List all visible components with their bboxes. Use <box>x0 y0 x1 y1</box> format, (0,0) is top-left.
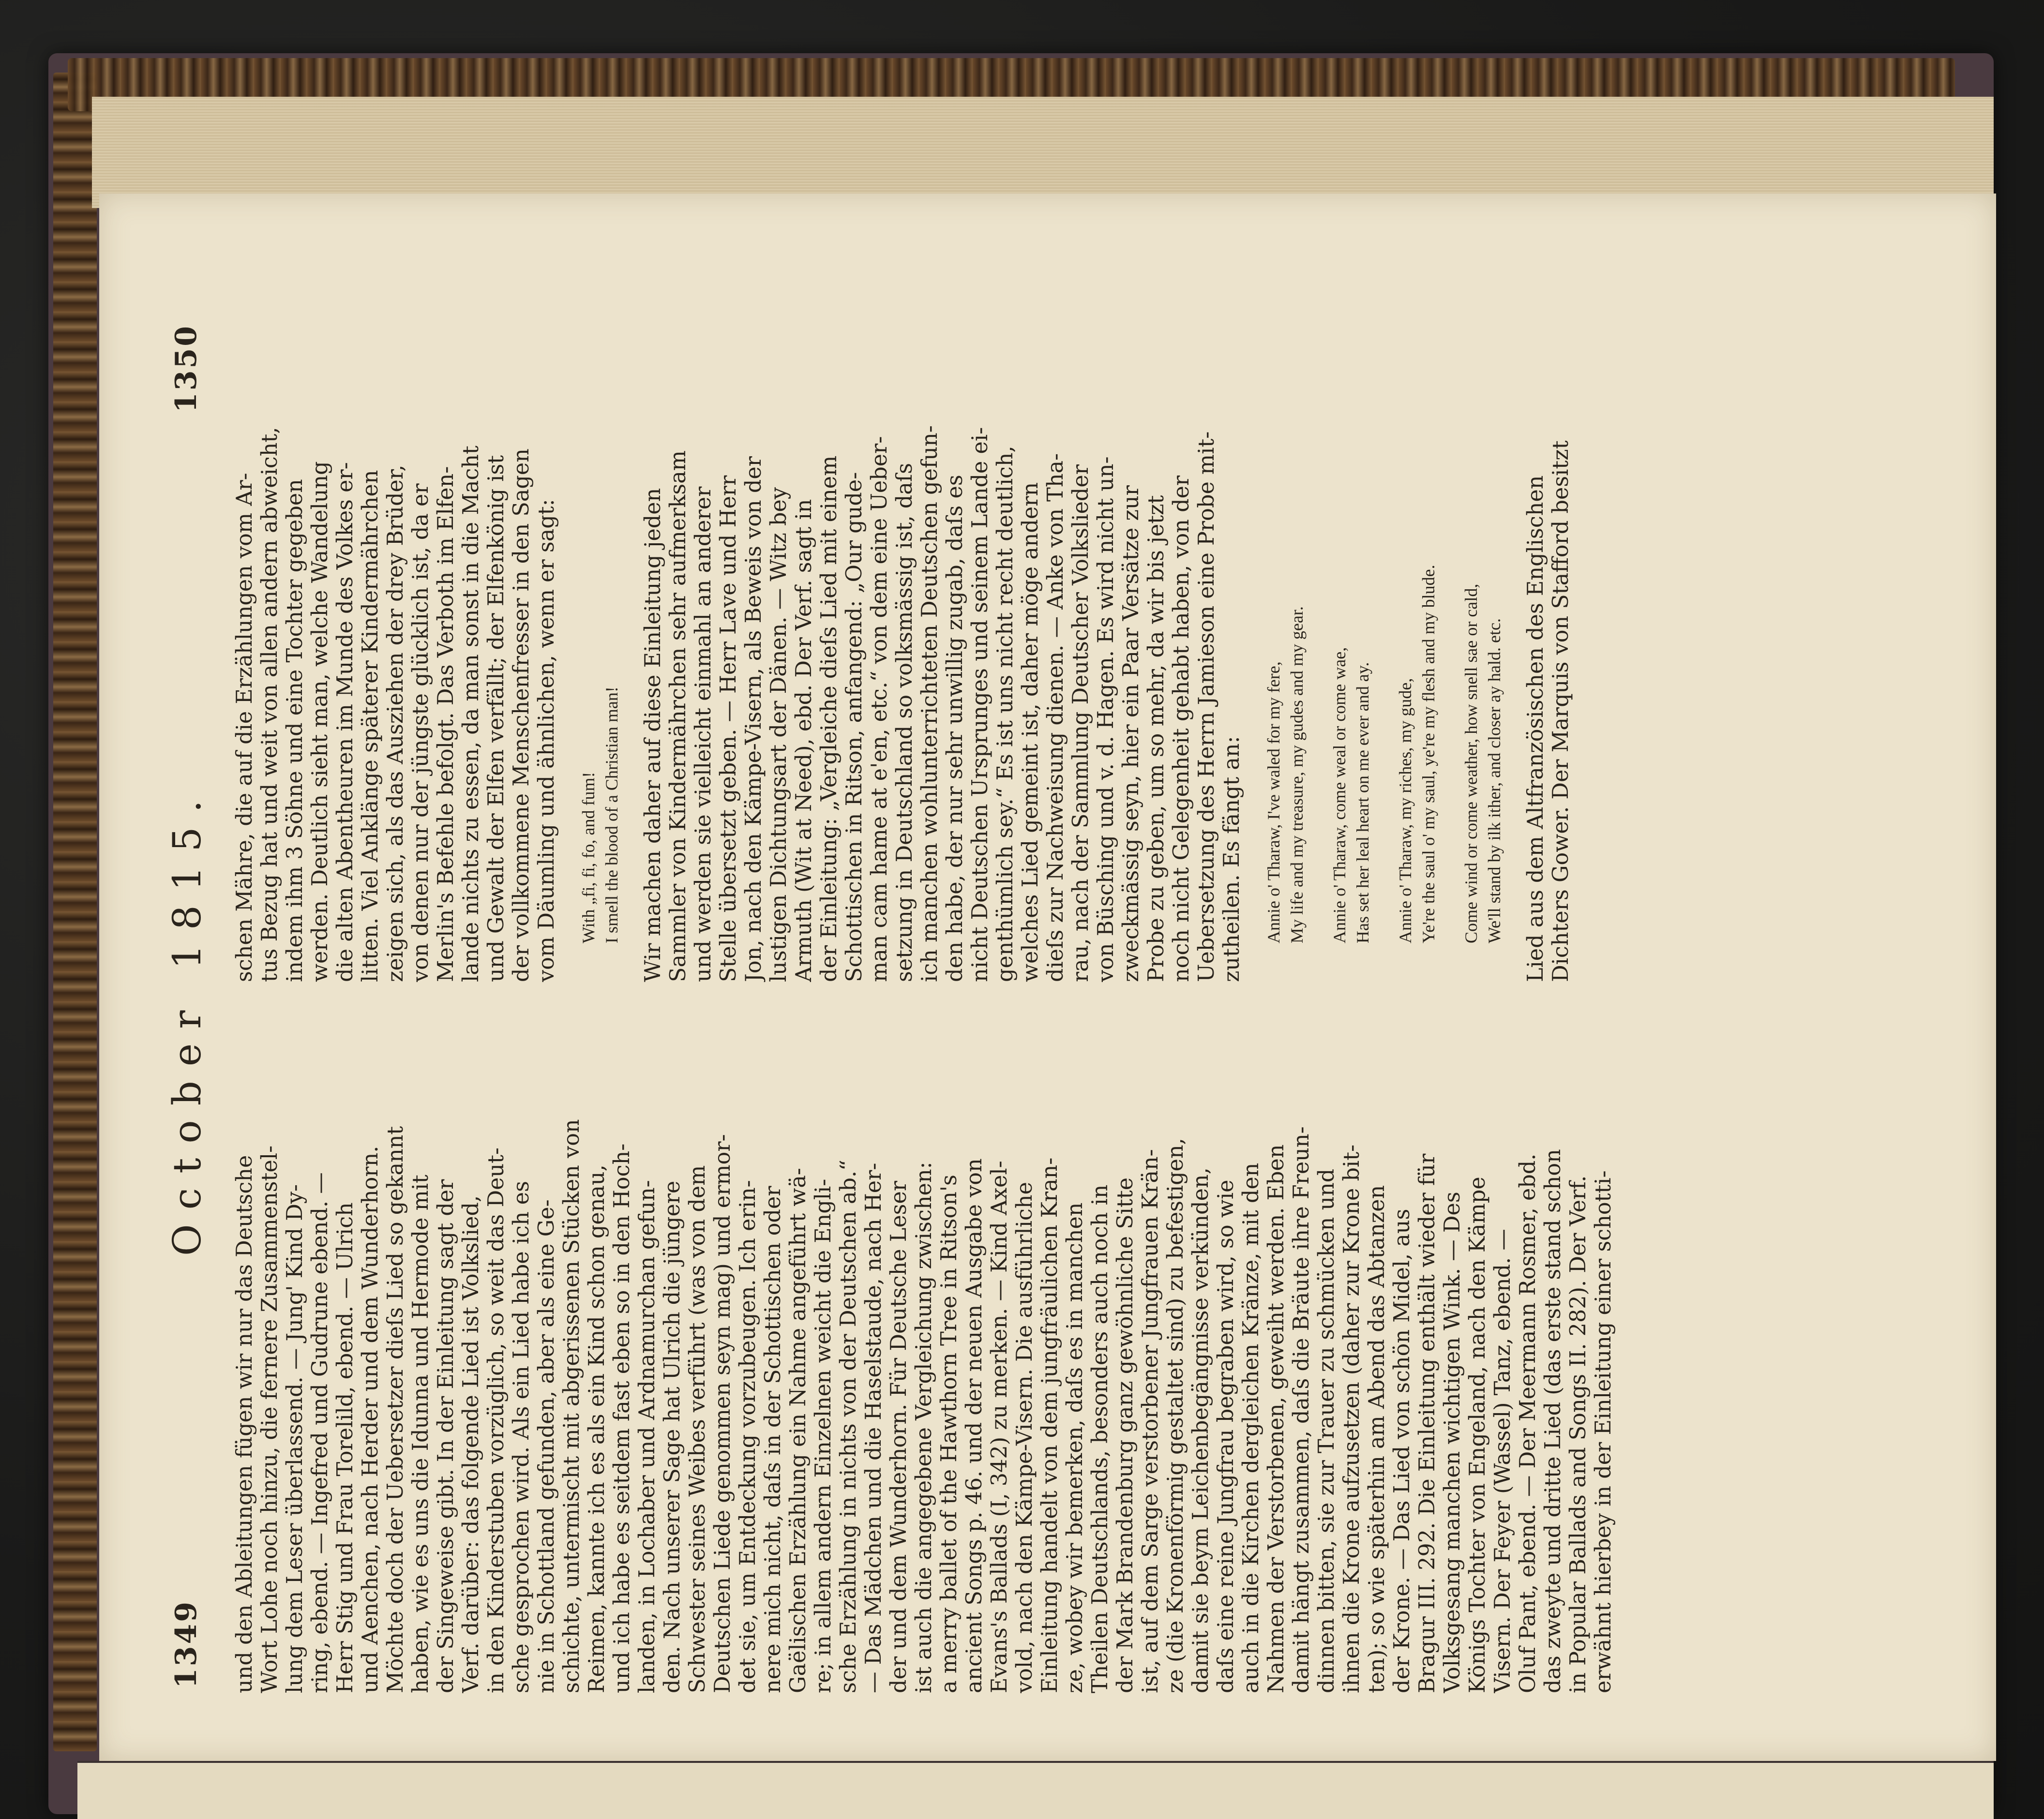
text-line: Uebersetzung des Herrn Jamieson eine Probe mit- <box>1194 431 1219 982</box>
rotated-page-text <box>160 305 1781 1708</box>
text-line: Herr Stig und Frau Torelild, ebend. — Ulrich <box>333 1202 358 1693</box>
text-line: setzung in Deutschland so volksmässig ist, daſs <box>892 462 917 982</box>
verse-gap <box>1440 324 1459 943</box>
text-line: der Singeweise gibt. In der Einleitung sagt der <box>434 1179 458 1693</box>
text-line: sche Erzählung in nichts von der Deutschen ab.“ <box>836 1160 861 1693</box>
verse-line: Annie o' Tharaw, come weal or come wae, <box>1330 647 1349 943</box>
right-column-top <box>232 324 559 982</box>
text-line: nie in Schottland gefunden, aber als eine Ge- <box>534 1199 559 1693</box>
text-line: lung dem Leser überlassend. — Jung' Kind Dy- <box>283 1184 307 1693</box>
text-line: ihnen die Krone aufzusetzen (daher zur Krone bit- <box>1339 1144 1364 1693</box>
text-line: tus Bezug hat und weit von allen andern abweicht, <box>257 427 282 982</box>
verse-line: We'll stand by ilk ither, and closer ay hald. etc. <box>1485 618 1504 943</box>
text-line: und den Ableitungen fügen wir nur das Deutsche <box>232 1155 257 1693</box>
text-line: Bragur III. 292. Die Einleitung enthält wieder für <box>1415 1153 1440 1693</box>
text-line: lustigen Dichtungsart der Dänen. — Witz bey <box>766 487 791 982</box>
text-line: Wort Lohe noch hinzu, die fernere Zusammenstel- <box>257 1145 282 1693</box>
text-line: lande nichts zu essen, da man sonst in die Macht <box>459 446 483 982</box>
verse-line: I smell the blood of a Christian man! <box>602 686 621 943</box>
text-column-right <box>232 324 1574 982</box>
text-line: re; in allem andern Einzelnen weicht die Engli- <box>811 1178 836 1693</box>
text-line: von denen nur der jüngste glücklich ist, da er <box>408 483 433 982</box>
marbled-edge-left <box>53 73 97 1751</box>
verse-gap <box>1308 324 1328 943</box>
text-line: Königs Tochter von Engeland, nach den Kämpe <box>1465 1177 1490 1693</box>
text-line: Lied aus dem Altfranzösischen des Englischen <box>1523 475 1548 982</box>
text-line: Reimen, kannte ich es als ein Kind schon genau, <box>585 1164 609 1693</box>
page-number-right: 1350 <box>169 324 203 413</box>
text-line: damit sie beym Leichenbegängnisse verkünden, <box>1188 1167 1213 1693</box>
text-line: Nahmen der Verstorbenen, geweiht werden. Eben <box>1264 1144 1289 1693</box>
text-line: ze, wobey wir bemerken, daſs es in manchen <box>1063 1202 1087 1693</box>
text-line: Merlin's Befehle befolgt. Das Verboth im Elfen- <box>434 466 458 982</box>
text-line: sche gesprochen wird. Als ein Lied habe ich es <box>509 1181 534 1693</box>
text-line: den. Nach unserer Sage hat Ulrich die jüngere <box>660 1180 685 1693</box>
text-line: der Krone. — Das Lied von schön Midel, aus <box>1390 1208 1414 1693</box>
text-line: auch in die Kirchen dergleichen Kränze, mit den <box>1239 1163 1263 1693</box>
text-line: ten); so wie späterhin am Abend das Abtanzen <box>1365 1185 1389 1693</box>
page-number-left: 1349 <box>169 1600 203 1688</box>
text-line: werden. Deutlich sieht man, welche Wandelung <box>308 461 332 982</box>
text-line: — Das Mädchen und die Haselstaude, nach Her- <box>861 1163 886 1693</box>
text-line: Jon, nach den Kämpe-Visern, als Beweis von der <box>741 456 766 982</box>
text-line: Möchte doch der Uebersetzer dieſs Lied so gekannt <box>383 1126 408 1693</box>
text-line: die alten Abentheuren im Munde des Volkes er- <box>333 462 358 982</box>
text-line: der und dem Wunderhorn. Für Deutsche Leser <box>887 1180 911 1693</box>
text-line: man cam hame at e'en, etc.“ von dem eine Ueber- <box>867 436 892 982</box>
verse-line: Annie o' Tharaw, my riches, my gude, <box>1396 678 1415 943</box>
right-column-bottom <box>1523 324 1574 982</box>
verse-line: Annie o' Tharaw, I've waled for my fere, <box>1264 661 1283 943</box>
text-line: rau, nach der Sammlung Deutscher Volkslieder <box>1068 464 1093 982</box>
text-line: genthümlich sey.“ Es ist uns nicht recht deutlich, <box>993 446 1018 982</box>
verse-quote-1 <box>577 324 623 982</box>
text-line: Verf. darüber: das folgende Lied ist Volkslied, <box>459 1195 483 1693</box>
text-line: ancient Songs p. 46. und der neuen Ausgabe von <box>962 1158 987 1693</box>
text-line: nere mich nicht, daſs in der Schottischen oder <box>761 1186 785 1693</box>
text-line: Schottischen in Ritson, anfangend: „Our gude- <box>842 472 867 982</box>
page-title: October 1815. <box>165 786 210 1256</box>
right-column-middle <box>641 324 1245 982</box>
verse-line: With „fi, fi, fo, and fum! <box>579 772 598 943</box>
text-line: Einleitung handelt von dem jungfräulichen Kran- <box>1037 1157 1062 1693</box>
verse-quote-2 <box>1262 324 1506 982</box>
text-line: indem ihm 3 Söhne und eine Tochter gegeben <box>283 479 307 982</box>
verse-gap <box>1374 324 1394 943</box>
text-line: Probe zu geben, um so mehr, da wir bis jetzt <box>1144 495 1169 982</box>
text-line: zweckmässig seyn, hier ein Paar Versätze zur <box>1119 485 1143 982</box>
text-line: den habe, der nur sehr unwillig zugab, daſs es <box>943 475 967 982</box>
text-line: und werden sie vielleicht einmahl an anderer <box>691 486 716 982</box>
text-line: det sie, um Entdeckung vorzubeugen. Ich erin- <box>736 1180 760 1693</box>
text-line: landen, in Lochaber und Ardnamurchan gefun- <box>635 1180 660 1693</box>
text-line: Volksgesang manchen wichtigen Wink. — Des <box>1440 1192 1465 1693</box>
text-line: Wir machen daher auf diese Einleitung jeden <box>641 488 665 982</box>
text-line: der Mark Brandenburg ganz gewöhnliche Sitte <box>1113 1177 1138 1693</box>
text-line: dinnen bitten, sie zur Trauer zu schmücken und <box>1314 1168 1339 1693</box>
text-line: vold, nach den Kämpe-Visern. Die ausführliche <box>1012 1182 1037 1693</box>
text-line: Dichters Gower. Der Marquis von Stafford besitzt <box>1548 440 1573 982</box>
text-column-left <box>232 1035 1616 1693</box>
text-line: daſs eine reine Jungfrau begraben wird, so wie <box>1214 1179 1238 1693</box>
text-line: ring, ebend. — Ingefred und Gudrune ebend. — <box>308 1172 332 1693</box>
text-line: Schwester seines Weibes verführt (was von dem <box>685 1165 710 1693</box>
text-line: Oluf Pant, ebend. — Der Meermann Rosmer, ebd. <box>1516 1153 1540 1693</box>
text-line: schichte, untermischt mit abgerissenen Stücken von <box>559 1119 584 1693</box>
text-line: haben, wie es uns die Idunna und Hermode mit <box>408 1175 433 1693</box>
text-line: Stelle übersetzt geben. — Herr Lave und Herr <box>716 475 741 982</box>
underlying-page <box>77 1761 1994 1819</box>
text-line: der vollkommene Menschenfresser in den Sagen <box>509 448 534 982</box>
text-line: von Büsching und v. d. Hagen. Es wird nicht un- <box>1094 456 1118 982</box>
text-line: dieſs zur Nachweisung dienen. — Anke von Tha- <box>1043 453 1068 982</box>
running-head <box>160 305 218 1708</box>
text-line: schen Mähre, die auf die Erzählungen vom Ar- <box>232 473 257 982</box>
text-line: der Einleitung: „Vergleiche dieſs Lied mit einem <box>817 455 842 982</box>
text-line: Theilen Deutschlands, besonders auch noch in <box>1088 1184 1112 1693</box>
text-line: damit hängt zusammen, daſs die Bräute ihre Freun- <box>1289 1126 1314 1693</box>
text-line: nicht Deutschen Ursprunges und seinem Lande ei- <box>968 427 992 982</box>
text-line: zutheilen. Es fängt an: <box>1219 736 1244 982</box>
text-line: Deutschen Liede genommen seyn mag) und ermor- <box>710 1134 735 1693</box>
text-line: zeigen sich, als das Ausziehen der drey Brüder, <box>383 464 408 982</box>
text-line: und Aenchen, nach Herder und dem Wunderhorn. <box>358 1146 383 1693</box>
text-line: noch nicht Gelegenheit gehabt haben, von der <box>1169 475 1194 982</box>
verse-line: Ye're the saul o' my saul, ye're my flesh and my blude. <box>1419 565 1438 943</box>
page-stack-edge <box>92 97 1994 208</box>
text-line: a merry ballet of the Hawthorn Tree in Ritson's <box>937 1175 962 1693</box>
text-line: Gaëlischen Erzählung ein Nahme angeführt wä- <box>786 1168 811 1693</box>
text-line: erwähnt hierbey in der Einleitung einer schotti- <box>1591 1170 1616 1693</box>
text-line: Sammler von Kindermährchen sehr aufmerksam <box>666 450 691 982</box>
verse-line: Come wind or come weather, how snell sae or cald, <box>1461 583 1481 943</box>
text-line: und ich habe es seitdem fast eben so in den Hoch- <box>610 1143 634 1693</box>
text-line: ich manchen wohlunterrichteten Deutschen gefun- <box>917 425 942 982</box>
text-line: Visern. Der Feyer (Wassel) Tanz, ebend. — <box>1490 1229 1515 1693</box>
text-line: vom Däumling und ähnlichen, wenn er sagt: <box>534 499 559 982</box>
text-line: in den Kinderstuben vorzüglich, so weit das Deut- <box>484 1147 509 1693</box>
text-line: Evans's Ballads (I, 342) zu merken. — Kind Axel- <box>987 1161 1012 1693</box>
text-line: Armuth (Wit at Need), ebd. Der Verf. sagt in <box>792 499 816 982</box>
text-line: in Popular Ballads and Songs II. 282). Der Verf. <box>1566 1175 1591 1693</box>
text-line: und Gewalt der Elfen verfällt; der Elfenkönig ist <box>484 455 509 982</box>
verse-line: Has set her leal heart on me ever and ay. <box>1353 662 1372 943</box>
text-line: das zweyte und dritte Lied (das erste stand schon <box>1541 1149 1565 1693</box>
verse-line: My life and my treasure, my gudes and my gear. <box>1287 606 1307 943</box>
text-line: ze (die Kronenförmig gestaltet sind) zu befestigen, <box>1163 1138 1188 1693</box>
text-line: litten. Viel Anklänge späterer Kindermährchen <box>358 470 383 982</box>
text-line: welches Lied gemeint ist, daher möge andern <box>1018 482 1043 982</box>
text-line: ist auch die angegebene Vergleichung zwischen: <box>912 1162 936 1693</box>
text-line: ist, auf dem Sarge verstorbener Jungfrauen Krän- <box>1138 1149 1163 1693</box>
